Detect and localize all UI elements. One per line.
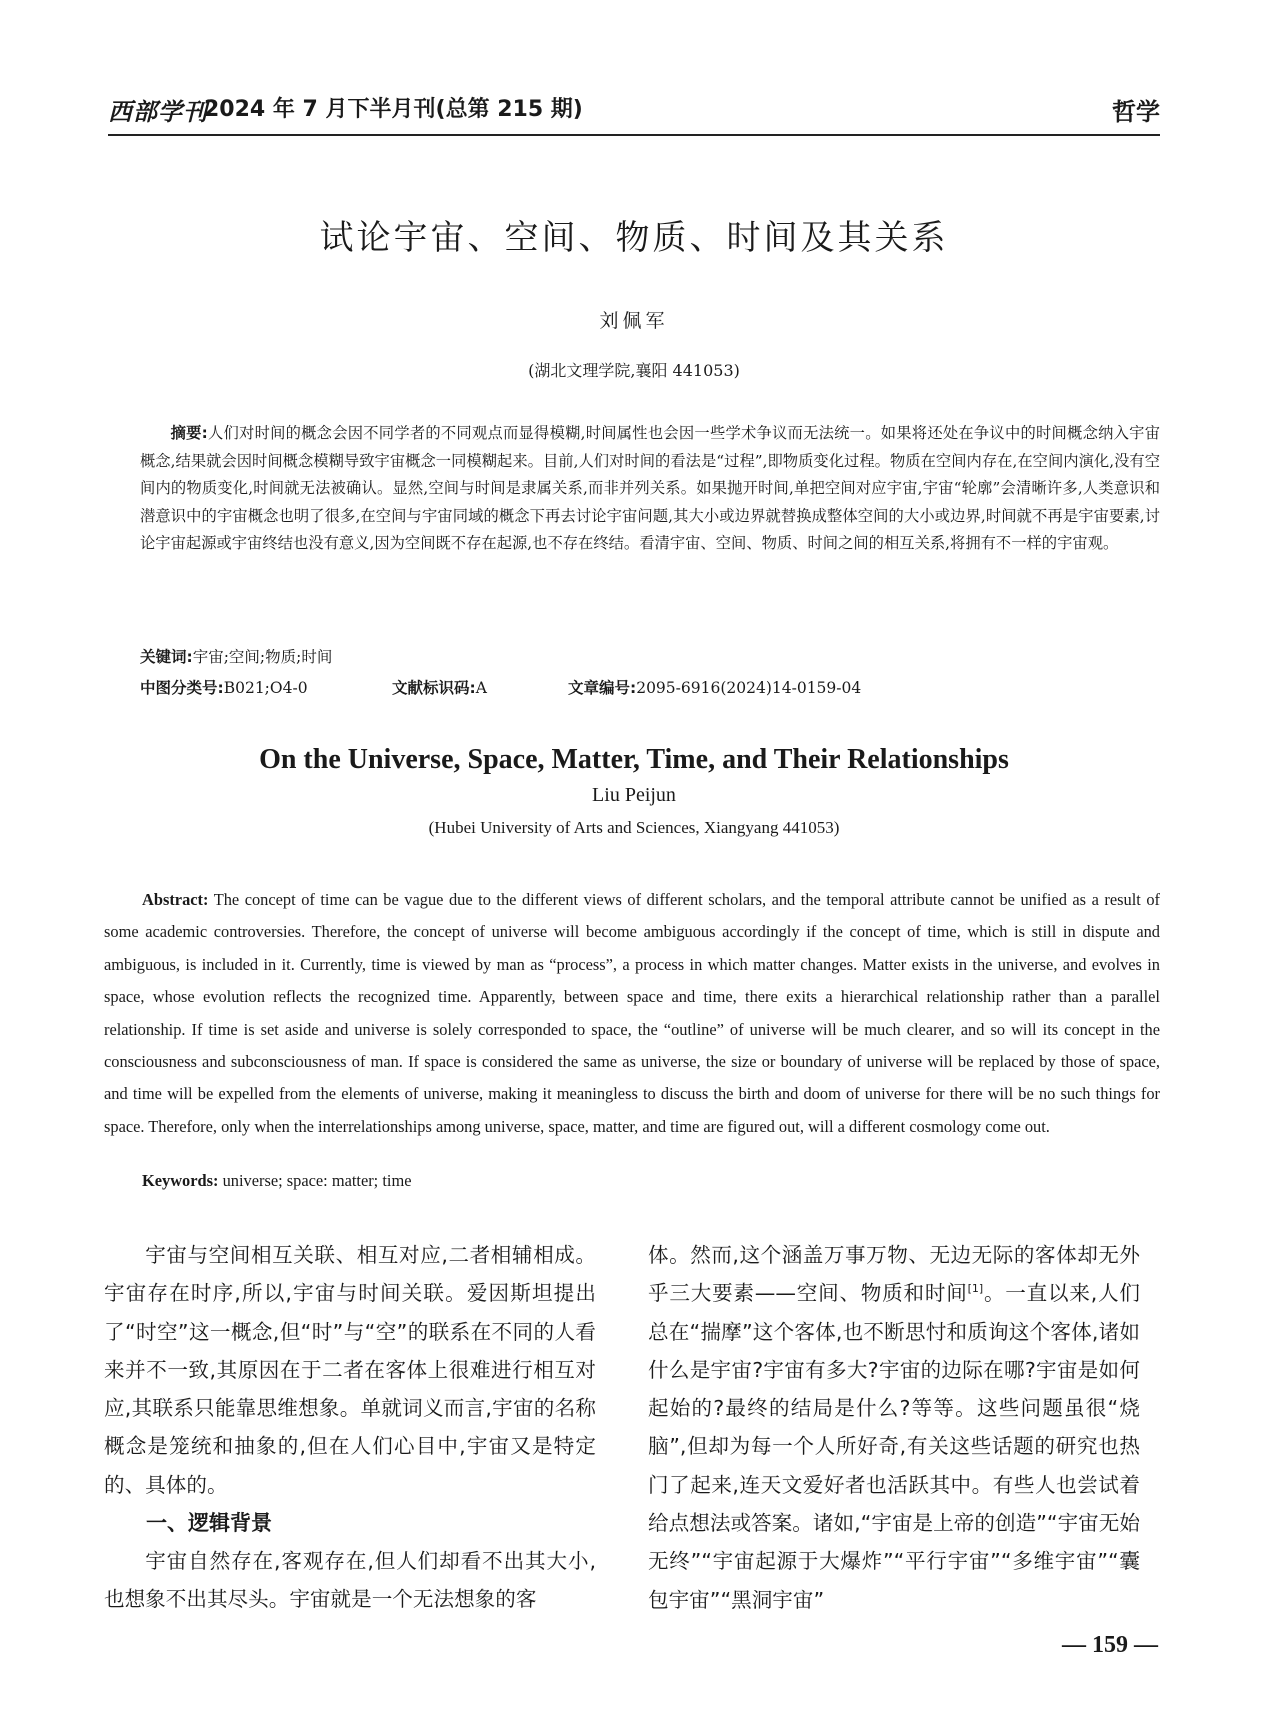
journal-logo: 西部学刊 <box>108 97 208 126</box>
abstract-cn-text: 人们对时间的概念会因不同学者的不同观点而显得模糊,时间属性也会因一些学术争议而无法统一。如果将还处在争议中的时间概念纳入宇宙概念,结果就会因时间概念模糊导致宇宙概念一同模糊起来。目前,人们对时间的看法是“过程”,即物质变化过程。物质在空间内存在,在空间内演化,没有空间内的物质变化,时间就无法被确认。显然,空间与时间是隶属关系,而非并列关系。如果抛开时间,单把空间对应宇宙,宇宙“轮廓”会清晰许多,人类意识和潜意识中的宇宙概念也明了很多,在空间与宇宙同域的概念下再去讨论宇宙问题,其大小或边界就替换成整体空间的大小或边界,时间就不再是宇宙要素,讨论宇宙起源或宇宙终结也没有意义,因为空间既不存在起源,也不存在终结。看清宇宙、空间、物质、时间之间的相互关系,将拥有不一样的宇宙观。 <box>140 424 1160 552</box>
doc-code <box>392 676 487 698</box>
clc-code <box>140 676 308 698</box>
affiliation-cn: (湖北文理学院,襄阳 441053) <box>528 361 740 380</box>
abstract-en-text: The concept of time can be vague due to the different views of different scholars, and the temporal attribute cannot be unified as a result of some academic controversies. Therefore, the concept of universe will become ambiguous accordingly if the concept of time, which is still in dispute and ambiguous, is included in it. Currently, time is viewed by man as “process”, a process in which matter changes. Matter exists in the universe, and evolves in space, whose evolution reflects the recognized time. Apparently, between space and time, there exits a hierarchical relationship rather than a parallel relationship. If time is set aside and universe is solely corresponded to space, the “outline” of universe will be much clearer, and so will its concept in the consciousness and subconsciousness of man. If space is considered the same as universe, the size or boundary of universe will be replaced by those of space, and time will be expelled from the elements of universe, making it meaningless to discuss the birth and doom of universe for there will be no such things for space. Therefore, only when the interrelationships among universe, space, matter, and time are figured out, will a different cosmology come out. <box>104 890 1160 1136</box>
abstract-en <box>104 884 1160 1143</box>
body-paragraph <box>648 1236 1140 1619</box>
body-paragraph: 宇宙与空间相互关联、相互对应,二者相辅相成。宇宙存在时序,所以,宇宙与时间关联。爱因斯坦提出了“时空”这一概念,但“时”与“空”的联系在不同的人看来并不一致,其原因在于二者在客体上很难进行相互对应,其联系只能靠思维想象。单就词义而言,宇宙的名称概念是笼统和抽象的,但在人们心目中,宇宙又是特定的、具体的。 <box>104 1243 596 1497</box>
article-number <box>568 676 861 698</box>
body-column-right <box>648 1236 1140 1619</box>
keywords-en-label: Keywords: <box>142 1171 219 1190</box>
abstract-cn <box>140 420 1160 558</box>
author-cn: 刘佩军 <box>599 310 669 332</box>
keywords-cn-text: 宇宙;空间;物质;时间 <box>192 648 333 666</box>
body-paragraph: 宇宙自然存在,客观存在,但人们却看不出其大小,也想象不出其尽头。宇宙就是一个无法想象的客 <box>104 1549 596 1612</box>
article-number-value: 2095-6916(2024)14-0159-04 <box>636 679 862 697</box>
title-en: On the Universe, Space, Matter, Time, and Their Relationships <box>259 744 1009 775</box>
keywords-en-text: universe; space: matter; time <box>222 1171 412 1190</box>
body-text: 。一直以来,人们总在“揣摩”这个客体,也不断思忖和质询这个客体,诸如什么是宇宙?宇宙有多大?宇宙的边际在哪?宇宙是如何起始的?最终的结局是什么?等等。这些问题虽很“烧脑”,但却为每一个人所好奇,有关这些话题的研究也热门了起来,连天文爱好者也活跃其中。有些人也尝试着给点想法或答案。诸如,“宇宙是上帝的创造”“宇宙无始无终”“宇宙起源于大爆炸”“平行宇宙”“多维宇宙”“囊包宇宙”“黑洞宇宙” <box>648 1281 1140 1612</box>
section-label: 哲学 <box>1112 98 1160 126</box>
article-number-label: 文章编号: <box>568 679 637 697</box>
citation-ref[interactable]: [1] <box>967 1282 984 1296</box>
clc-label: 中图分类号: <box>140 679 224 697</box>
doc-code-label: 文献标识码: <box>392 679 476 697</box>
body-text: 体。然而,这个涵盖万事万物、无边无际的客体却无外乎三大要素——空间、物质和时间 <box>648 1243 1140 1306</box>
header-rule <box>108 134 1160 136</box>
abstract-en-label: Abstract: <box>142 890 209 909</box>
page-number: — 159 — <box>1062 1632 1158 1658</box>
title-cn: 试论宇宙、空间、物质、时间及其关系 <box>319 218 949 258</box>
body-column-left <box>104 1236 596 1619</box>
section-heading: 一、逻辑背景 <box>146 1511 272 1536</box>
keywords-cn <box>140 645 332 667</box>
classification-line <box>140 676 1160 700</box>
affiliation-en: (Hubei University of Arts and Sciences, Xiangyang 441053) <box>428 818 840 837</box>
keywords-cn-label: 关键词: <box>140 648 193 666</box>
clc-value: B021;O4-0 <box>223 679 308 697</box>
abstract-cn-label: 摘要: <box>170 424 208 442</box>
keywords-en <box>142 1171 411 1191</box>
author-en: Liu Peijun <box>592 784 676 806</box>
running-header <box>108 92 1160 128</box>
issue-info: 2024 年 7 月下半月刊(总第 215 期) <box>204 97 583 122</box>
doc-code-value: A <box>475 679 487 697</box>
